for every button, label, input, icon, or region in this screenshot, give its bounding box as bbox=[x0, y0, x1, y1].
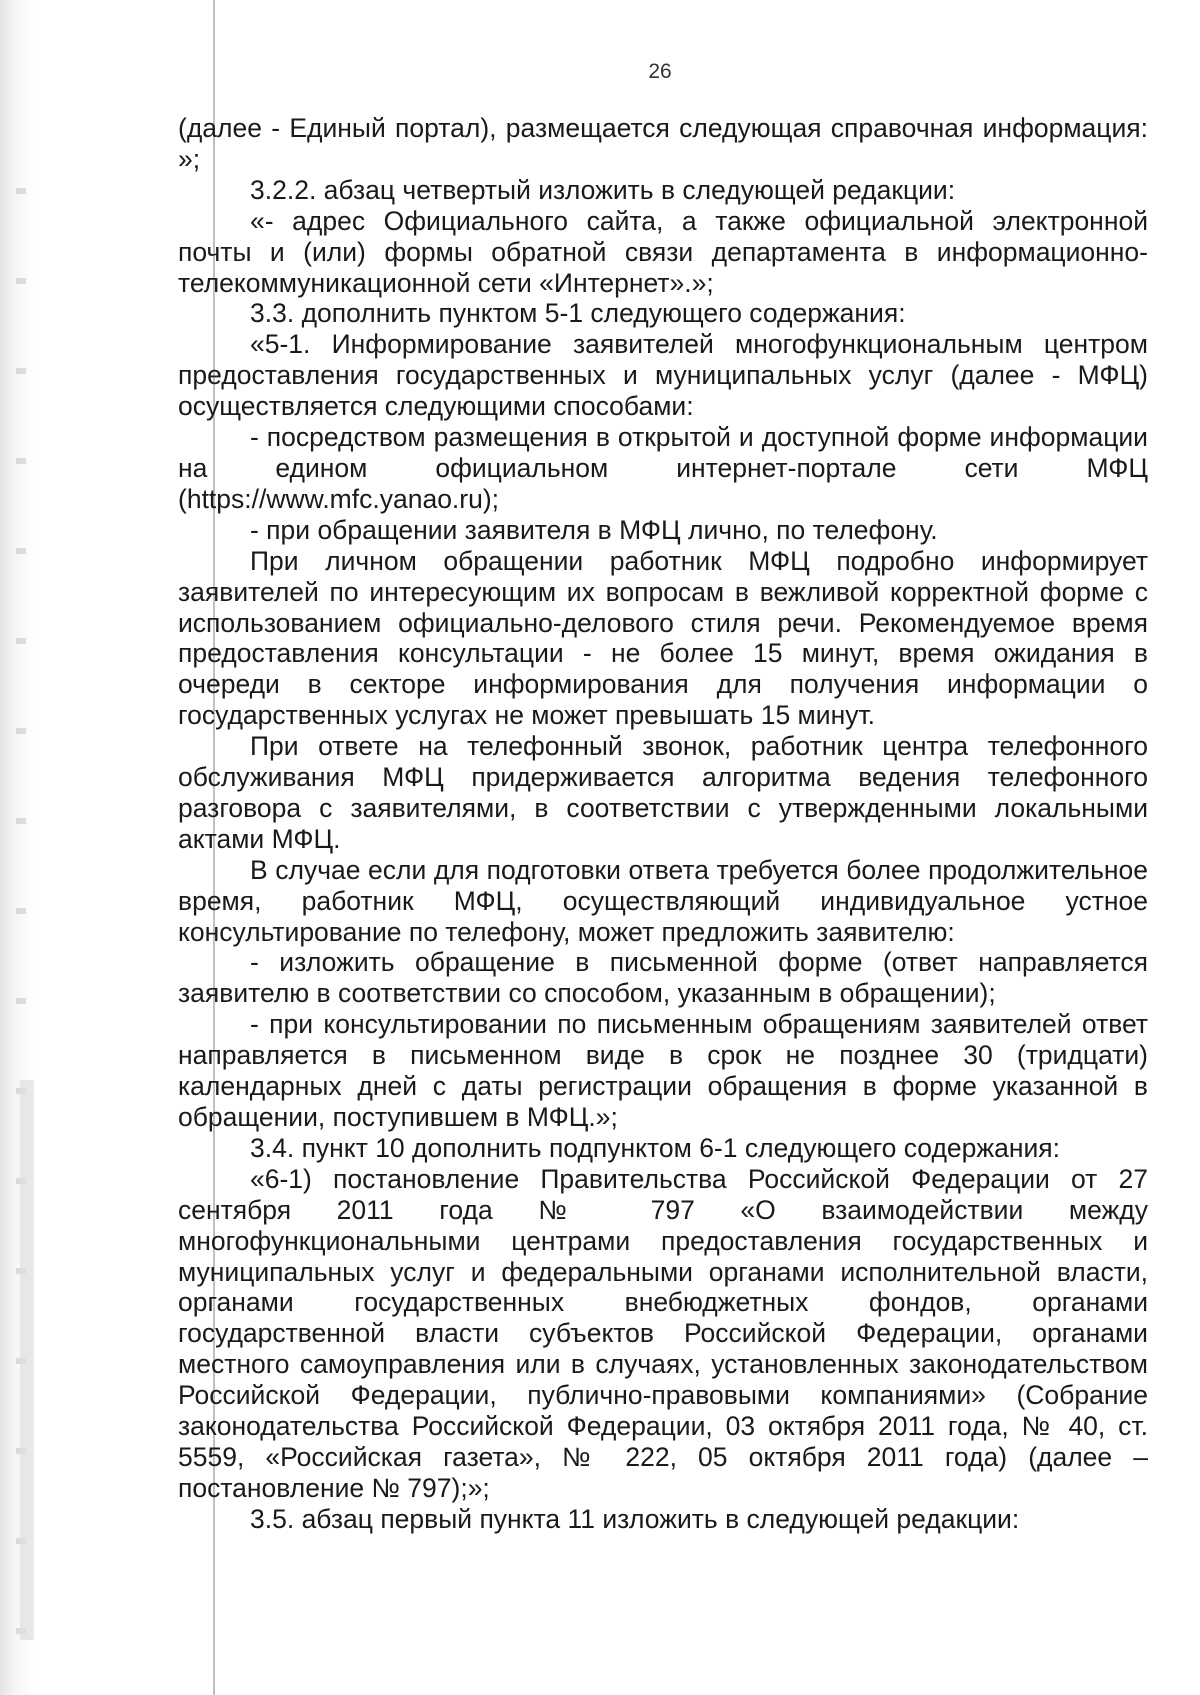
paragraph: «5-1. Информирование заявителей многофункциональным центром предоставления государственных и муниципальных услуг (далее - МФЦ) осуществляется следующими способами: bbox=[178, 329, 1148, 422]
paragraph: «6-1) постановление Правительства Российской Федерации от 27 сентября 2011 года № 797 «О взаимодействии между многофункциональными центрами предоставления государственных и муниципальных услуг и федеральными органами исполнительной власти, органами государственных внебюджетных фондов, органами государственной власти субъектов Российской Федерации, органами местного самоуправления или в случаях, установленных законодательством Российской Федерации, публично-правовыми компаниями» (Собрание законодательства Российской Федерации, 03 октября 2011 года, № 40, ст. 5559, «Российская газета», № 222, 05 октября 2011 года) (далее – постановление № 797);»; bbox=[178, 1163, 1148, 1503]
paragraph: «- адрес Официального сайта, а также официальной электронной почты и (или) формы обратной связи департамента в информационно-телекоммуникационной сети «Интернет».»; bbox=[178, 205, 1148, 298]
paragraph: - при консультировании по письменным обращениям заявителей ответ направляется в письменном виде в срок не позднее 30 (тридцати) календарных дней с даты регистрации обращения в форме указанной в обращении, поступившем в МФЦ.»; bbox=[178, 1009, 1148, 1132]
paragraph: - посредством размещения в открытой и доступной форме информации на едином официальном интернет-портале сети МФЦ (https://www.mfc.yanao.ru); bbox=[178, 422, 1148, 514]
paragraph: При личном обращении работник МФЦ подробно информирует заявителей по интересующим их вопросам в вежливой корректной форме с использованием официально-делового стиля речи. Рекомендуемое время предоставления консультации - не более 15 минут, время ожидания в очереди в секторе информирования для получения информации о государственных услугах не может превышать 15 минут. bbox=[178, 545, 1148, 731]
paragraph: 3.4. пункт 10 дополнить подпунктом 6-1 следующего содержания: bbox=[250, 1132, 1060, 1163]
document-body bbox=[178, 113, 1148, 1535]
scan-edge-bar bbox=[20, 1080, 34, 1640]
paragraph: - изложить обращение в письменной форме (ответ направляется заявителю в соответствии со способом, указанным в обращении); bbox=[178, 947, 1148, 1009]
paragraph: (далее - Единый портал), размещается следующая справочная информация: »; bbox=[178, 113, 1148, 174]
paragraph: 3.5. абзац первый пункта 11 изложить в следующей редакции: bbox=[250, 1503, 1020, 1534]
page-number: 26 bbox=[648, 60, 672, 83]
paragraph: - при обращении заявителя в МФЦ лично, по телефону. bbox=[250, 514, 938, 545]
paragraph: В случае если для подготовки ответа требуется более продолжительное время, работник МФЦ, осуществляющий индивидуальное устное консультирование по телефону, может предложить заявителю: bbox=[178, 854, 1148, 947]
paragraph: 3.2.2. абзац четвертый изложить в следующей редакции: bbox=[250, 174, 956, 205]
paragraph: При ответе на телефонный звонок, работник центра телефонного обслуживания МФЦ придерживается алгоритма ведения телефонного разговора с заявителями, в соответствии с утвержденными локальными актами МФЦ. bbox=[178, 731, 1148, 854]
paragraph: 3.3. дополнить пунктом 5-1 следующего содержания: bbox=[250, 298, 906, 329]
